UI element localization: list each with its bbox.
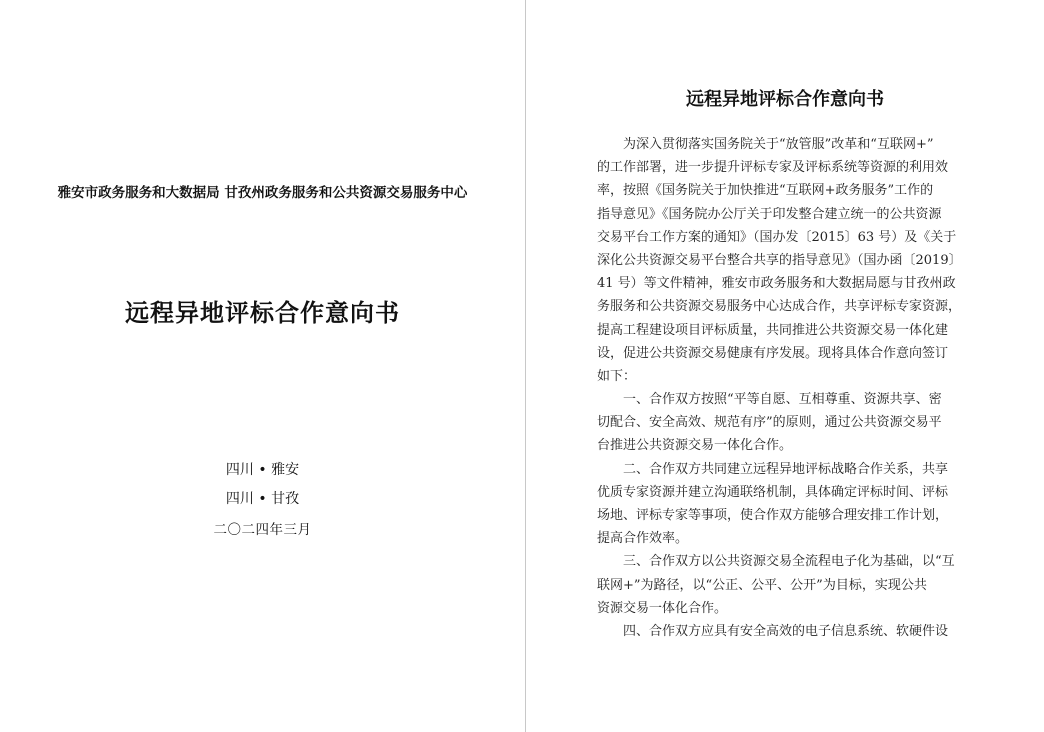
body-line: 交易平台工作方案的通知》（国办发〔2015〕63 号）及《关于	[597, 229, 957, 245]
body-line: 的工作部署，进一步提升评标专家及评标系统等资源的利用效	[597, 160, 949, 176]
body-line: 提高工程建设项目评标质量，共同推进公共资源交易一体化建	[597, 322, 949, 338]
cover-place-ganzi: 四川 • 甘孜	[225, 491, 300, 507]
body-line: 41 号）等文件精神，雅安市政务服务和大数据局愿与甘孜州政	[597, 276, 956, 292]
body-line: 深化公共资源交易平台整合共享的指导意见》（国办函〔2019〕	[597, 252, 962, 268]
body-line: 联网+”为路径，以“公正、公平、公开”为目标，实现公共	[597, 577, 927, 593]
cover-title: 远程异地评标合作意向书	[125, 298, 400, 327]
body-line: 台推进公共资源交易一体化合作。	[597, 438, 793, 454]
body-line: 四、合作双方应具有安全高效的电子信息系统、软硬件设	[597, 623, 949, 639]
body-line: 务服务和公共资源交易服务中心达成合作，共享评标专家资源，	[597, 299, 962, 315]
body-line: 为深入贯彻落实国务院关于“放管服”改革和“互联网+”	[597, 137, 934, 152]
body-line: 提高合作效率。	[597, 531, 689, 547]
body-line: 率，按照《国务院关于加快推进“互联网+政务服务”工作的	[597, 183, 934, 199]
body-line: 资源交易一体化合作。	[597, 600, 728, 616]
cover-place-yaan: 四川 • 雅安	[225, 462, 300, 478]
body-line: 三、合作双方以公共资源交易全流程电子化为基础，以“互	[597, 554, 955, 570]
body-line: 设，促进公共资源交易健康有序发展。现将具体合作意向签订	[597, 345, 949, 361]
body-line: 优质专家资源并建立沟通联络机制，具体确定评标时间、评标	[597, 484, 949, 500]
body-line: 一、合作双方按照“平等自愿、互相尊重、资源共享、密	[597, 392, 942, 408]
document-title: 远程异地评标合作意向书	[686, 89, 884, 110]
cover-agencies: 雅安市政务服务和大数据局 甘孜州政务服务和公共资源交易服务中心	[57, 185, 468, 201]
document-body	[597, 133, 989, 643]
body-line: 切配合、安全高效、规范有序”的原则，通过公共资源交易平	[597, 415, 942, 431]
cover-date: 二〇二四年三月	[213, 522, 312, 538]
body-line: 场地、评标专家等事项，使合作双方能够合理安排工作计划，	[597, 508, 949, 523]
body-line: 指导意见》《国务院办公厅关于印发整合建立统一的公共资源	[597, 206, 942, 222]
body-line: 如下：	[597, 368, 637, 384]
body-line: 二、合作双方共同建立远程异地评标战略合作关系，共享	[597, 461, 949, 477]
